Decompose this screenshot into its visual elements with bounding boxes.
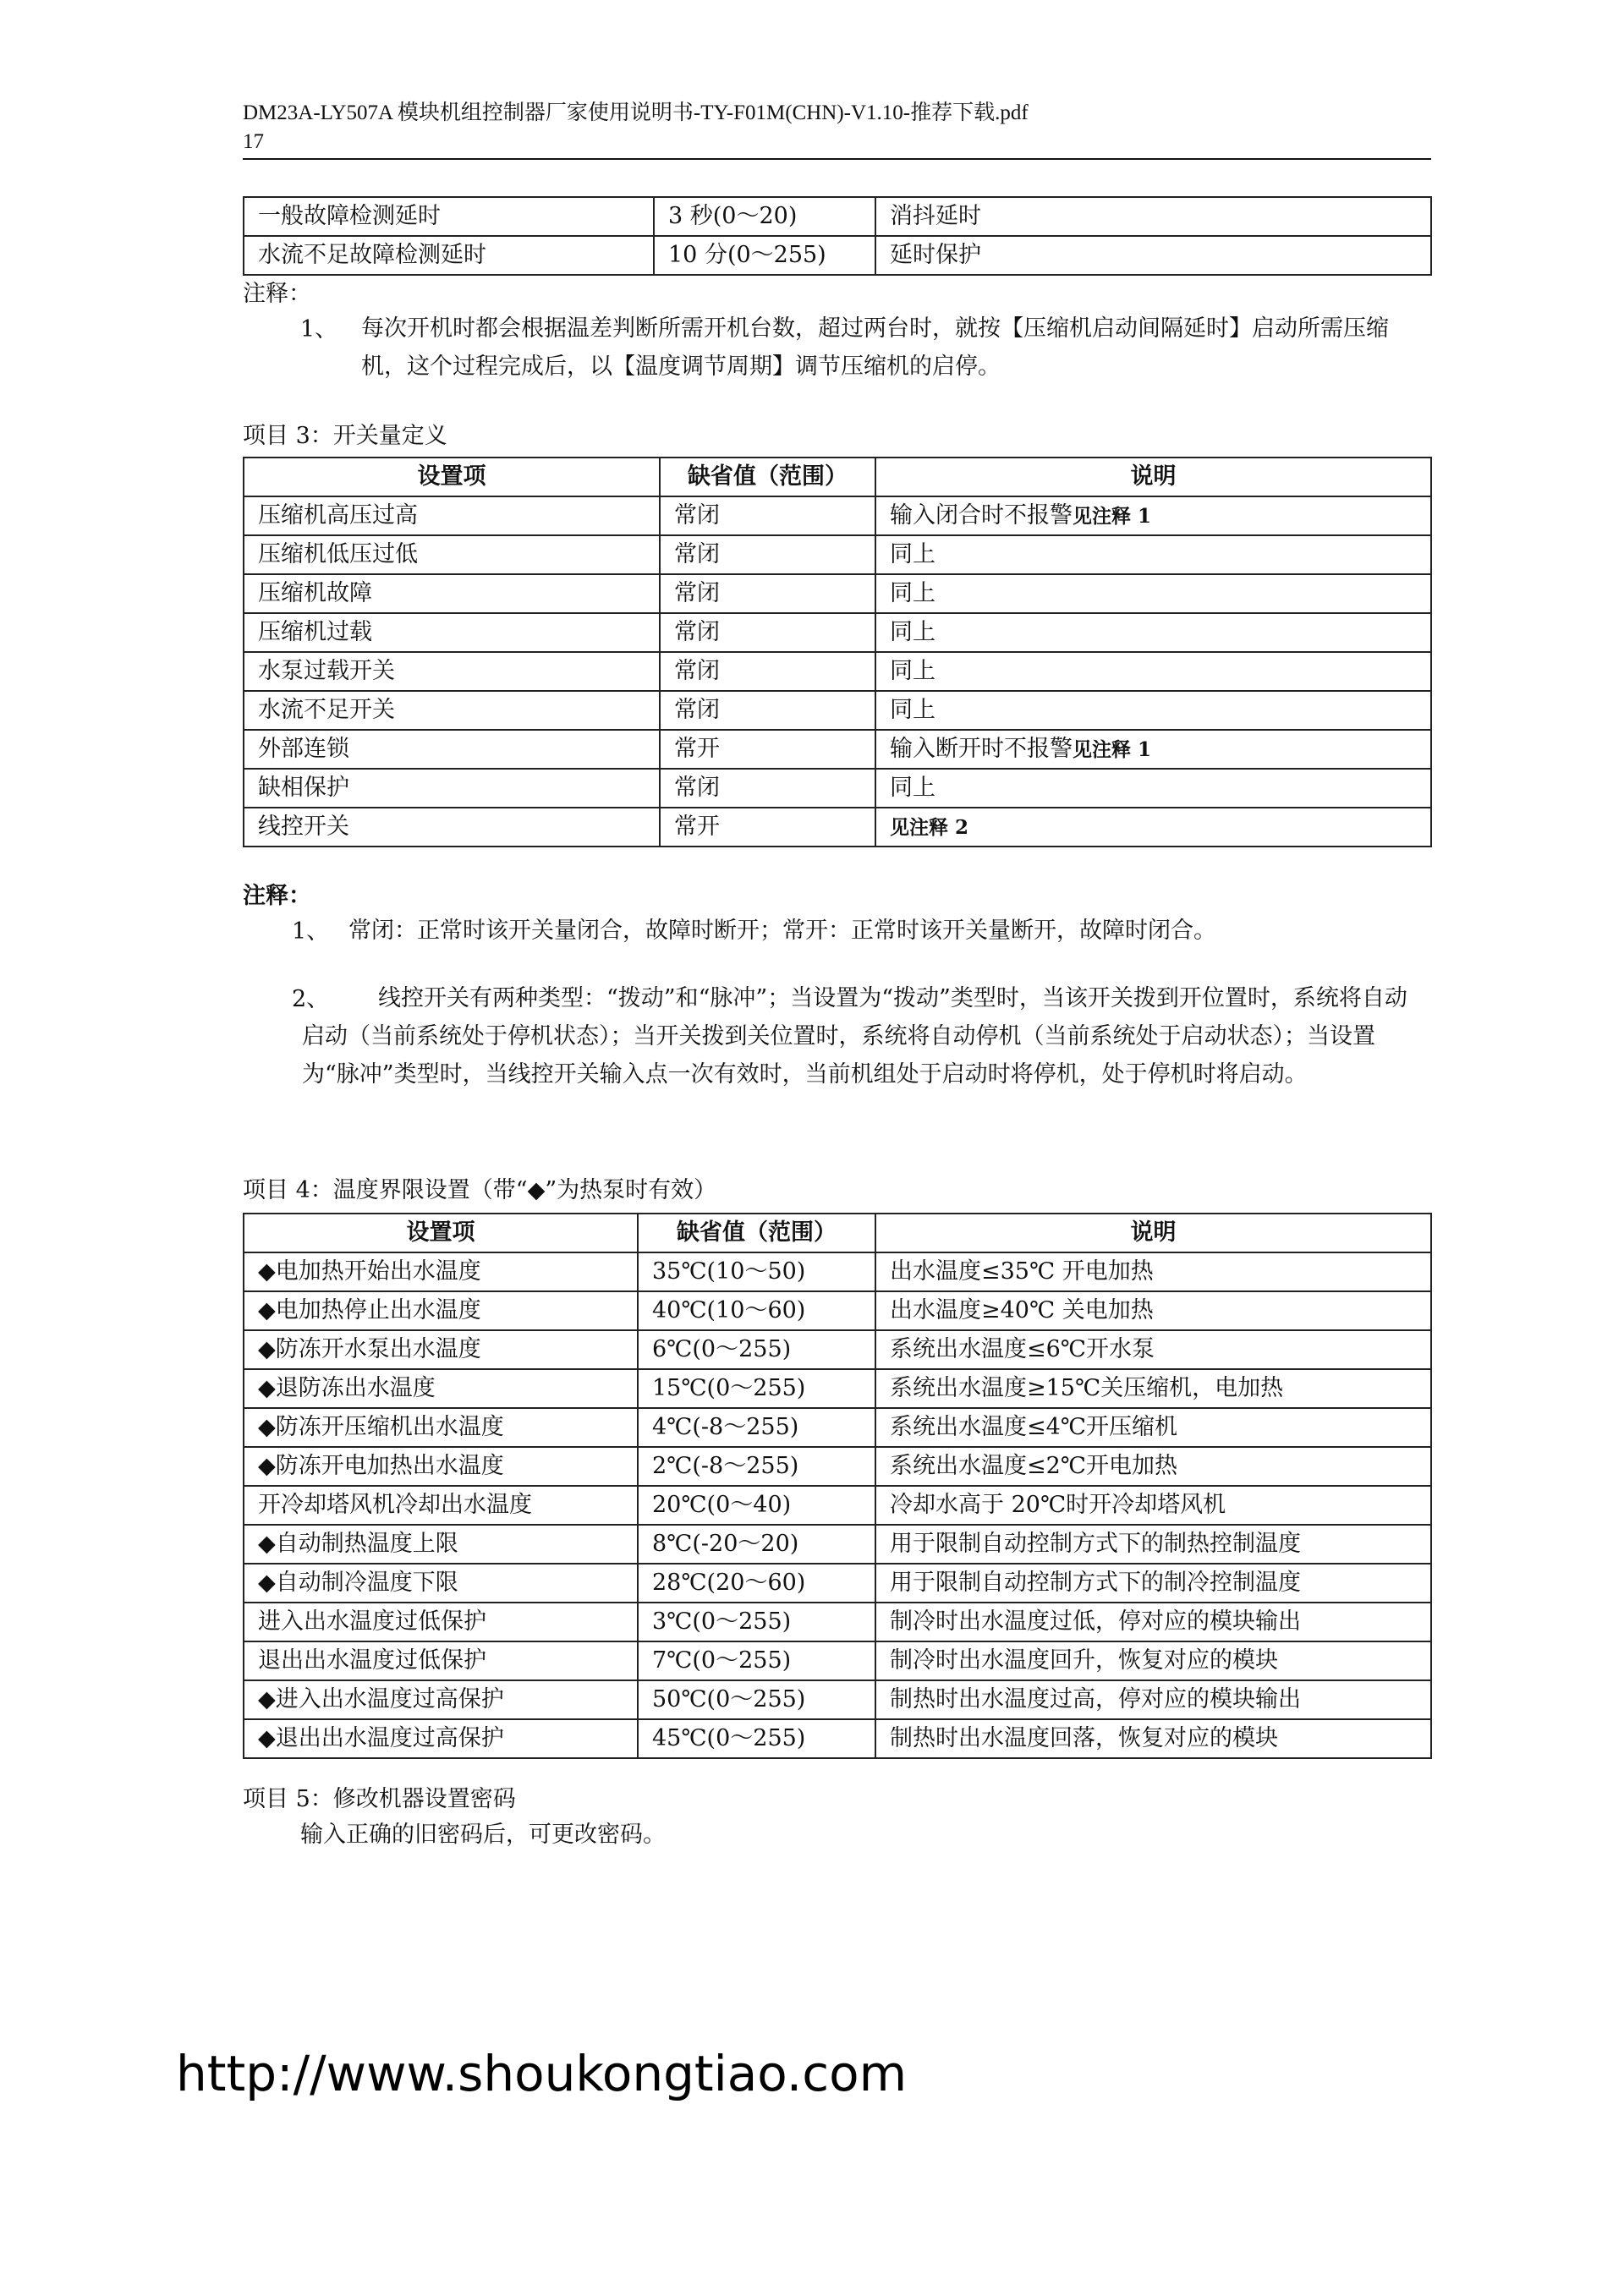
cell-item [244,1252,638,1291]
table-row [244,535,1431,574]
cell-note-text: 延时保护 [890,242,981,268]
cell-item [244,808,660,847]
notes1-item-1-text: 每次开机时都会根据温差判断所需开机台数，超过两台时，就按【压缩机启动间隔延时】启动所需压缩机，这个过程完成后，以【温度调节周期】调节压缩机的启停。 [361,315,1389,380]
cell-note [875,1291,1431,1330]
table-row [244,197,1431,236]
cell-item [244,1525,638,1564]
header-divider [243,158,1431,160]
cell-default [660,808,875,847]
cell-default-text: 10 分(0～255) [668,242,826,268]
cell-item [244,1369,638,1408]
table-row [244,1408,1431,1447]
cell-note [875,1408,1431,1447]
column-header-note: 说明 [875,458,1431,496]
table-row [244,1603,1431,1641]
cell-default [638,1525,875,1564]
cell-item [244,652,660,691]
cell-item [244,1291,638,1330]
cell-item-text: ◆防冻开水泵出水温度 [258,1336,481,1362]
table-row [244,1564,1431,1603]
cell-default-text: 15℃(0～255) [652,1375,806,1401]
cell-note [875,535,1431,574]
cell-note-text: 同上 [890,541,935,567]
cell-note [875,730,1431,769]
notes3-item-2-content: 线控开关有两种类型：“拨动”和“脉冲”；当设置为“拨动”类型时，当该开关拨到开位置时，系统将自动启动（当前系统处于停机状态）；当开关拨到关位置时，系统将自动停机（当前系统处于启动状态）；当设置为“脉冲”类型时，当线控开关输入点一次有效时，当前机组处于启动时将停机，处于停机时将启动。 [302,985,1407,1088]
cell-note [875,1486,1431,1525]
cell-default [638,1252,875,1291]
cell-note [875,197,1431,236]
cell-default-text: 常闭 [674,658,720,684]
table-header-row [244,458,1431,496]
cell-default [638,1641,875,1680]
cell-item [244,1641,638,1680]
table-row [244,574,1431,613]
cell-default-text: 6℃(0～255) [652,1336,792,1362]
cell-default-text: 40℃(10～60) [652,1297,806,1323]
cell-note-text: 出水温度≤35℃ 开电加热 [890,1258,1154,1285]
cell-note-text: 系统出水温度≥15℃关压缩机，电加热 [890,1375,1284,1401]
cell-default [638,1408,875,1447]
cell-item [244,613,660,652]
cell-default [638,1680,875,1719]
cell-note [875,1603,1431,1641]
cell-default-text: 常开 [674,814,720,840]
table-row [244,1641,1431,1680]
cell-default-text: 3℃(0～255) [652,1608,792,1635]
cell-item-text: ◆退出出水温度过高保护 [258,1725,504,1751]
cell-note [875,236,1431,275]
cell-note-text: 输入断开时不报警 [890,735,1073,762]
cell-item-text: 压缩机高压过高 [258,502,418,529]
cell-note-text: 同上 [890,697,935,723]
cell-item [244,1564,638,1603]
cell-note [875,574,1431,613]
cell-default [660,613,875,652]
cell-default [660,652,875,691]
cell-default-text: 8℃(-20～20) [652,1531,799,1557]
cell-note [875,1564,1431,1603]
temperature-limit-table [243,1213,1432,1759]
table-row [244,1369,1431,1408]
cell-note [875,1641,1431,1680]
cell-note [875,769,1431,808]
cell-default [660,691,875,730]
cell-item-text: 线控开关 [258,814,349,840]
cell-note [875,691,1431,730]
cell-default [638,1369,875,1408]
table-row [244,1330,1431,1369]
cell-item-text: 压缩机低压过低 [258,541,418,567]
cell-item-text: 一般故障检测延时 [258,203,441,229]
cell-note [875,1252,1431,1291]
cell-item [244,691,660,730]
cell-note [875,1525,1431,1564]
cell-default-text: 3 秒(0～20) [668,203,798,229]
cell-default [660,574,875,613]
cell-default [660,535,875,574]
table-row [244,1486,1431,1525]
cell-item-text: 压缩机过载 [258,619,372,645]
cell-note [875,1330,1431,1369]
cell-note-text: 出水温度≥40℃ 关电加热 [890,1297,1154,1323]
cell-item-text: 水流不足故障检测延时 [258,242,486,268]
cell-default [638,1564,875,1603]
cell-note [875,652,1431,691]
column-header-default: 缺省值（范围） [638,1214,875,1252]
cell-default-text: 常闭 [674,580,720,606]
cell-item [244,1680,638,1719]
table-row [244,691,1431,730]
note-reference: 见注释 1 [1073,737,1152,761]
cell-item-text: 外部连锁 [258,736,349,762]
website-url-link[interactable]: http://www.shoukongtiao.com [176,2045,908,2102]
cell-item-text: 退出出水温度过低保护 [258,1647,486,1674]
cell-item [244,535,660,574]
cell-default-text: 常开 [674,736,720,762]
cell-note [875,1369,1431,1408]
cell-default [638,1447,875,1486]
notes1-label: 注释： [243,281,311,307]
cell-default-text: 常闭 [674,697,720,723]
table-row [244,730,1431,769]
table-row [244,769,1431,808]
cell-item [244,496,660,535]
cell-note-text: 系统出水温度≤2℃开电加热 [890,1453,1178,1479]
cell-default-text: 35℃(10～50) [652,1258,806,1285]
cell-note [875,1719,1431,1758]
table-row [244,1291,1431,1330]
cell-item-text: ◆防冻开压缩机出水温度 [258,1414,504,1440]
cell-note [875,808,1431,847]
cell-note-text: 同上 [890,580,935,606]
cell-default [638,1486,875,1525]
cell-default [638,1603,875,1641]
column-header-item: 设置项 [244,458,660,496]
cell-note-text: 输入闭合时不报警 [890,501,1073,529]
cell-note [875,1447,1431,1486]
cell-default-text: 7℃(0～255) [652,1647,792,1674]
cell-note-text: 同上 [890,775,935,801]
table-row [244,1447,1431,1486]
cell-note [875,496,1431,535]
cell-note [875,613,1431,652]
cell-item-text: ◆防冻开电加热出水温度 [258,1453,504,1479]
cell-item-text: ◆电加热开始出水温度 [258,1258,481,1285]
cell-item [244,769,660,808]
cell-default-text: 2℃(-8～255) [652,1453,799,1479]
column-header-item: 设置项 [244,1214,638,1252]
cell-item-text: ◆进入出水温度过高保护 [258,1686,504,1712]
cell-default [654,236,875,275]
cell-item-text: ◆自动制热温度上限 [258,1531,458,1557]
cell-default [638,1330,875,1369]
cell-note-text: 系统出水温度≤6℃开水泵 [890,1336,1155,1362]
cell-default [638,1291,875,1330]
cell-item [244,1330,638,1369]
cell-note-text: 制热时出水温度回落，恢复对应的模块 [890,1725,1278,1751]
cell-default-text: 50℃(0～255) [652,1686,806,1712]
cell-item [244,574,660,613]
cell-default-text: 常闭 [674,775,720,801]
cell-item [244,1447,638,1486]
cell-item [244,236,654,275]
note-reference: 见注释 1 [1073,504,1152,528]
notes3-item-1-text: 常闭：正常时该开关量闭合，故障时断开；常开：正常时该开关量断开，故障时闭合。 [348,918,1216,944]
cell-default-text: 45℃(0～255) [652,1725,806,1751]
table-row [244,613,1431,652]
cell-item [244,1603,638,1641]
note-reference: 见注释 2 [890,815,969,839]
cell-item-text: 压缩机故障 [258,580,372,606]
notes3-item-2-number: 2、 [292,986,330,1012]
notes3-item-2-text [302,979,1414,1093]
cell-note [875,1680,1431,1719]
cell-note-text: 冷却水高于 20℃时开冷却塔风机 [890,1492,1226,1518]
cell-note-text: 用于限制自动控制方式下的制热控制温度 [890,1531,1301,1557]
notes1-item-1-number: 1、 [300,316,338,342]
cell-note-text: 制热时出水温度过高，停对应的模块输出 [890,1686,1301,1712]
cell-default [660,496,875,535]
table-row [244,1525,1431,1564]
table-header-row [244,1214,1431,1252]
cell-default-text: 常闭 [674,541,720,567]
cell-item-text: 水泵过载开关 [258,658,395,684]
cell-item-text: 缺相保护 [258,775,349,801]
cell-default [654,197,875,236]
cell-item-text: 水流不足开关 [258,697,395,723]
notes3-item-1-number: 1、 [292,918,330,945]
cell-default-text: 20℃(0～40) [652,1492,792,1518]
cell-default-text: 4℃(-8～255) [652,1414,799,1440]
cell-default [660,769,875,808]
cell-note-text: 消抖延时 [890,203,981,229]
cell-note-text: 用于限制自动控制方式下的制冷控制温度 [890,1570,1301,1596]
cell-item [244,1408,638,1447]
column-header-default: 缺省值（范围） [660,458,875,496]
document-title: DM23A-LY507A 模块机组控制器厂家使用说明书-TY-F01M(CHN)-V1.10-推荐下载.pdf [243,101,1029,124]
section3-title: 项目 3：开关量定义 [243,423,447,449]
table-row [244,496,1431,535]
cell-item-text: 开冷却塔风机冷却出水温度 [258,1492,532,1518]
switch-definition-table [243,457,1432,847]
cell-note-text: 同上 [890,619,935,645]
column-header-note: 说明 [875,1214,1431,1252]
page-number: 17 [243,130,264,153]
cell-item [244,730,660,769]
cell-item-text: 进入出水温度过低保护 [258,1608,486,1635]
cell-default-text: 常闭 [674,502,720,529]
cell-note-text: 制冷时出水温度过低，停对应的模块输出 [890,1608,1301,1635]
table-row [244,652,1431,691]
cell-item [244,197,654,236]
cell-item-text: ◆电加热停止出水温度 [258,1297,481,1323]
cell-item [244,1719,638,1758]
cell-note-text: 系统出水温度≤4℃开压缩机 [890,1414,1178,1440]
table-row [244,1680,1431,1719]
section5-text: 输入正确的旧密码后，可更改密码。 [300,1822,666,1848]
table-row [244,1252,1431,1291]
table-row [244,1719,1431,1758]
cell-note-text: 同上 [890,658,935,684]
delay-settings-table [243,196,1432,276]
section5-title: 项目 5：修改机器设置密码 [243,1786,516,1812]
cell-default [638,1719,875,1758]
cell-default-text: 28℃(20～60) [652,1570,806,1596]
cell-item-text: ◆退防冻出水温度 [258,1375,436,1401]
notes3-label: 注释： [243,883,311,909]
cell-default-text: 常闭 [674,619,720,645]
table-row [244,808,1431,847]
cell-default [660,730,875,769]
cell-item-text: ◆自动制冷温度下限 [258,1570,458,1596]
table-row [244,236,1431,275]
section4-title: 项目 4：温度界限设置（带“◆”为热泵时有效） [243,1177,717,1203]
cell-note-text: 制冷时出水温度回升，恢复对应的模块 [890,1647,1278,1674]
cell-item [244,1486,638,1525]
